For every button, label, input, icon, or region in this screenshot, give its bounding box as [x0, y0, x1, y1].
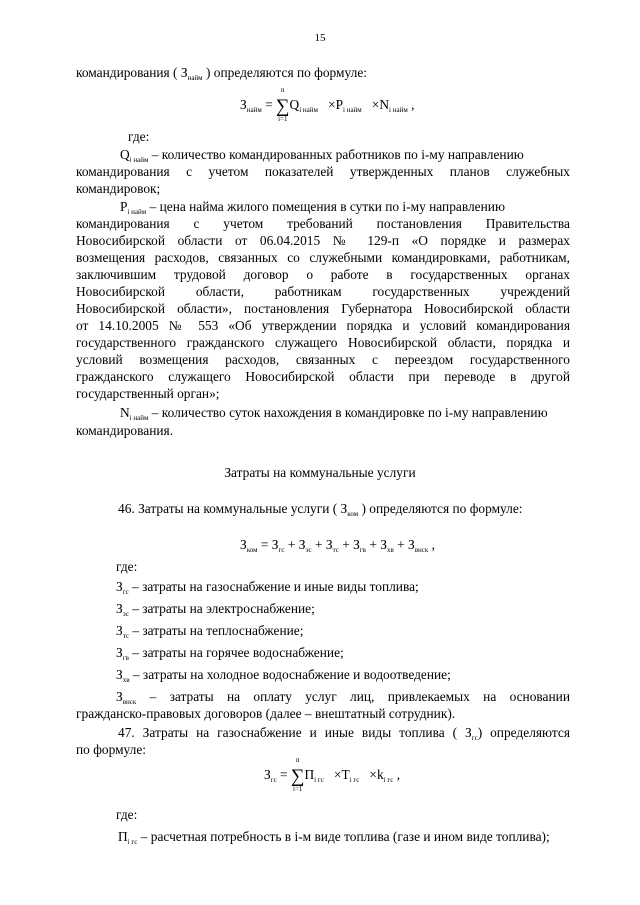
text-span: – затраты на теплоснабжение;: [128, 623, 304, 638]
paragraph-46: [118, 500, 523, 517]
text-line: командирования с учетом требований постановления Правительства: [76, 216, 570, 231]
subscript: i найм: [127, 208, 147, 216]
text-span: – затраты на газоснабжение и иные виды топлива;: [128, 579, 419, 594]
times-sign: ×: [371, 97, 380, 112]
text-span: ) определяются по формуле:: [358, 501, 523, 516]
formula-symbol: T: [341, 767, 350, 782]
formula-term: + З: [366, 537, 387, 552]
times-sign: ×: [369, 767, 377, 782]
where-label: где:: [128, 129, 150, 144]
formula-symbol: З: [116, 623, 123, 638]
formula-accommodation: [240, 86, 415, 123]
subscript: гс: [278, 546, 285, 554]
subscript: гс: [471, 734, 478, 742]
text-line: гражданско-правовых договоров (далее – внештатный сотрудник).: [76, 706, 456, 721]
where-label: где:: [116, 807, 138, 822]
subscript: найм: [246, 106, 262, 114]
formula-symbol: N: [120, 405, 130, 420]
subscript: найм: [187, 74, 203, 82]
formula-end: ,: [393, 767, 401, 782]
definition-q: [120, 146, 524, 163]
subscript: i найм: [299, 106, 318, 114]
formula-symbol: P: [120, 199, 128, 214]
subscript: гс: [270, 776, 277, 784]
text-span: 47. Затраты на газоснабжение и иные виды топлива ( З: [118, 725, 472, 740]
text-line: командировок;: [76, 181, 161, 196]
formula-symbol: З: [240, 537, 247, 552]
formula-symbol: П: [304, 767, 315, 782]
definition-vnsk: [116, 688, 570, 705]
formula-symbol: З: [116, 645, 123, 660]
subscript: эс: [122, 610, 129, 618]
subscript: i гс: [127, 838, 138, 846]
definition-hv: [116, 666, 451, 683]
text-span: – затраты на горячее водоснабжение;: [128, 645, 344, 660]
subscript: i гс: [349, 776, 360, 784]
text-line: государственный орган»;: [76, 386, 220, 401]
section-heading: Затраты на коммунальные услуги: [224, 465, 416, 480]
equals-sign: =: [261, 97, 276, 112]
text-span: – цена найма жилого помещения в сутки по i-му направлению: [146, 199, 505, 214]
formula-symbol: З: [264, 767, 271, 782]
definition-p: [120, 198, 505, 215]
page-number: 15: [314, 32, 326, 44]
sum-upper-bound: n: [281, 86, 285, 94]
formula-term: + З: [284, 537, 306, 552]
subscript: тс: [122, 632, 129, 640]
text-line: возмещения расходов, связанных со служебными командировками, работникам,: [76, 250, 570, 265]
formula-term: + З: [338, 537, 360, 552]
text-span: – расчетная потребность в i-м виде топлива (газе и ином виде топлива);: [137, 829, 550, 844]
formula-symbol: З: [116, 689, 123, 704]
equals-sign: =: [276, 767, 291, 782]
text-span: – затраты на оплату услуг лиц, привлекаемых на основании: [136, 689, 570, 704]
times-sign: ×: [333, 767, 342, 782]
formula-symbol: З: [240, 97, 247, 112]
subscript: гс: [122, 588, 129, 596]
formula-term: = З: [257, 537, 279, 552]
subscript: гв: [122, 654, 129, 662]
subscript: хв: [386, 546, 394, 554]
text-line: условий возмещения расходов, связанных с переездом государственного: [76, 352, 570, 367]
subscript: i гс: [314, 776, 324, 784]
formula-symbol: P: [335, 97, 344, 112]
subscript: гв: [359, 546, 366, 554]
formula-utilities: [240, 536, 435, 553]
where-label: где:: [116, 559, 138, 574]
text-line: Новосибирской области от 06.04.2015 № 129-п «О порядке и размерах: [76, 233, 570, 248]
formula-symbol: Q: [289, 97, 300, 112]
subscript: ком: [246, 546, 258, 554]
text-line: Новосибирской области», постановления Губернатора Новосибирской области: [76, 301, 570, 316]
text-line: по формуле:: [76, 742, 146, 757]
text-span: – затраты на холодное водоснабжение и водоотведение;: [129, 667, 451, 682]
formula-symbol: N: [379, 97, 390, 112]
subscript: внск: [414, 546, 429, 554]
subscript: i найм: [129, 414, 149, 422]
formula-symbol: П: [118, 829, 128, 844]
subscript: ком: [347, 510, 359, 518]
text-line: заключившим трудовой договор о работе в государственных органах: [76, 267, 570, 282]
definition-ts: [116, 622, 303, 639]
sigma-icon: ∑ n i=1: [290, 756, 305, 793]
paragraph-47: [118, 724, 570, 741]
formula-end: ,: [407, 97, 415, 112]
subscript: хв: [122, 676, 130, 684]
subscript: тс: [332, 546, 339, 554]
text-span: – затраты на электроснабжение;: [128, 601, 315, 616]
text-line: гражданского служащего Новосибирской области при переводе в другой: [76, 369, 570, 384]
definition-gs: [116, 578, 419, 595]
formula-symbol: k: [376, 767, 384, 782]
subscript: i найм: [129, 156, 149, 164]
subscript: эс: [305, 546, 312, 554]
subscript: i найм: [343, 106, 362, 114]
formula-symbol: З: [116, 579, 123, 594]
definition-pi: [118, 828, 550, 845]
formula-end: ,: [428, 537, 436, 552]
text-line: командирования.: [76, 423, 174, 438]
sum-upper-bound: n: [295, 756, 300, 764]
definition-gv: [116, 644, 344, 661]
text-span: 46. Затраты на коммунальные услуги ( З: [118, 501, 348, 516]
text-line: Новосибирской области, работникам государственных учреждений: [76, 284, 570, 299]
formula-symbol: З: [116, 601, 123, 616]
subscript: внск: [122, 698, 137, 706]
formula-symbol: Q: [120, 147, 130, 162]
text-line: [76, 64, 367, 81]
text-line: государственного гражданского служащего Новосибирской области, порядка и: [76, 335, 570, 350]
text-span: – количество суток нахождения в командировке по i-му направлению: [148, 405, 548, 420]
formula-term: + З: [393, 537, 415, 552]
text-line: от 14.10.2005 № 553 «Об утверждении порядка и условий командирования: [76, 318, 570, 333]
sum-lower-bound: i=1: [278, 115, 288, 123]
definition-es: [116, 600, 315, 617]
formula-gas: [264, 756, 401, 793]
subscript: i гс: [383, 776, 394, 784]
formula-term: + З: [311, 537, 333, 552]
text-span: ) определяются по формуле:: [202, 65, 367, 80]
text-span: – количество командированных работников по i-му направлению: [148, 147, 524, 162]
text-span: ) определяются: [477, 725, 570, 740]
sigma-icon: ∑ n i=1: [276, 86, 290, 123]
subscript: i найм: [389, 106, 408, 114]
times-sign: ×: [328, 97, 336, 112]
formula-symbol: З: [116, 667, 123, 682]
definition-n: [120, 404, 548, 421]
text-span: командирования ( З: [76, 65, 188, 80]
sum-lower-bound: i=1: [293, 785, 303, 793]
text-line: командирования с учетом показателей утвержденных планов служебных: [76, 164, 570, 179]
